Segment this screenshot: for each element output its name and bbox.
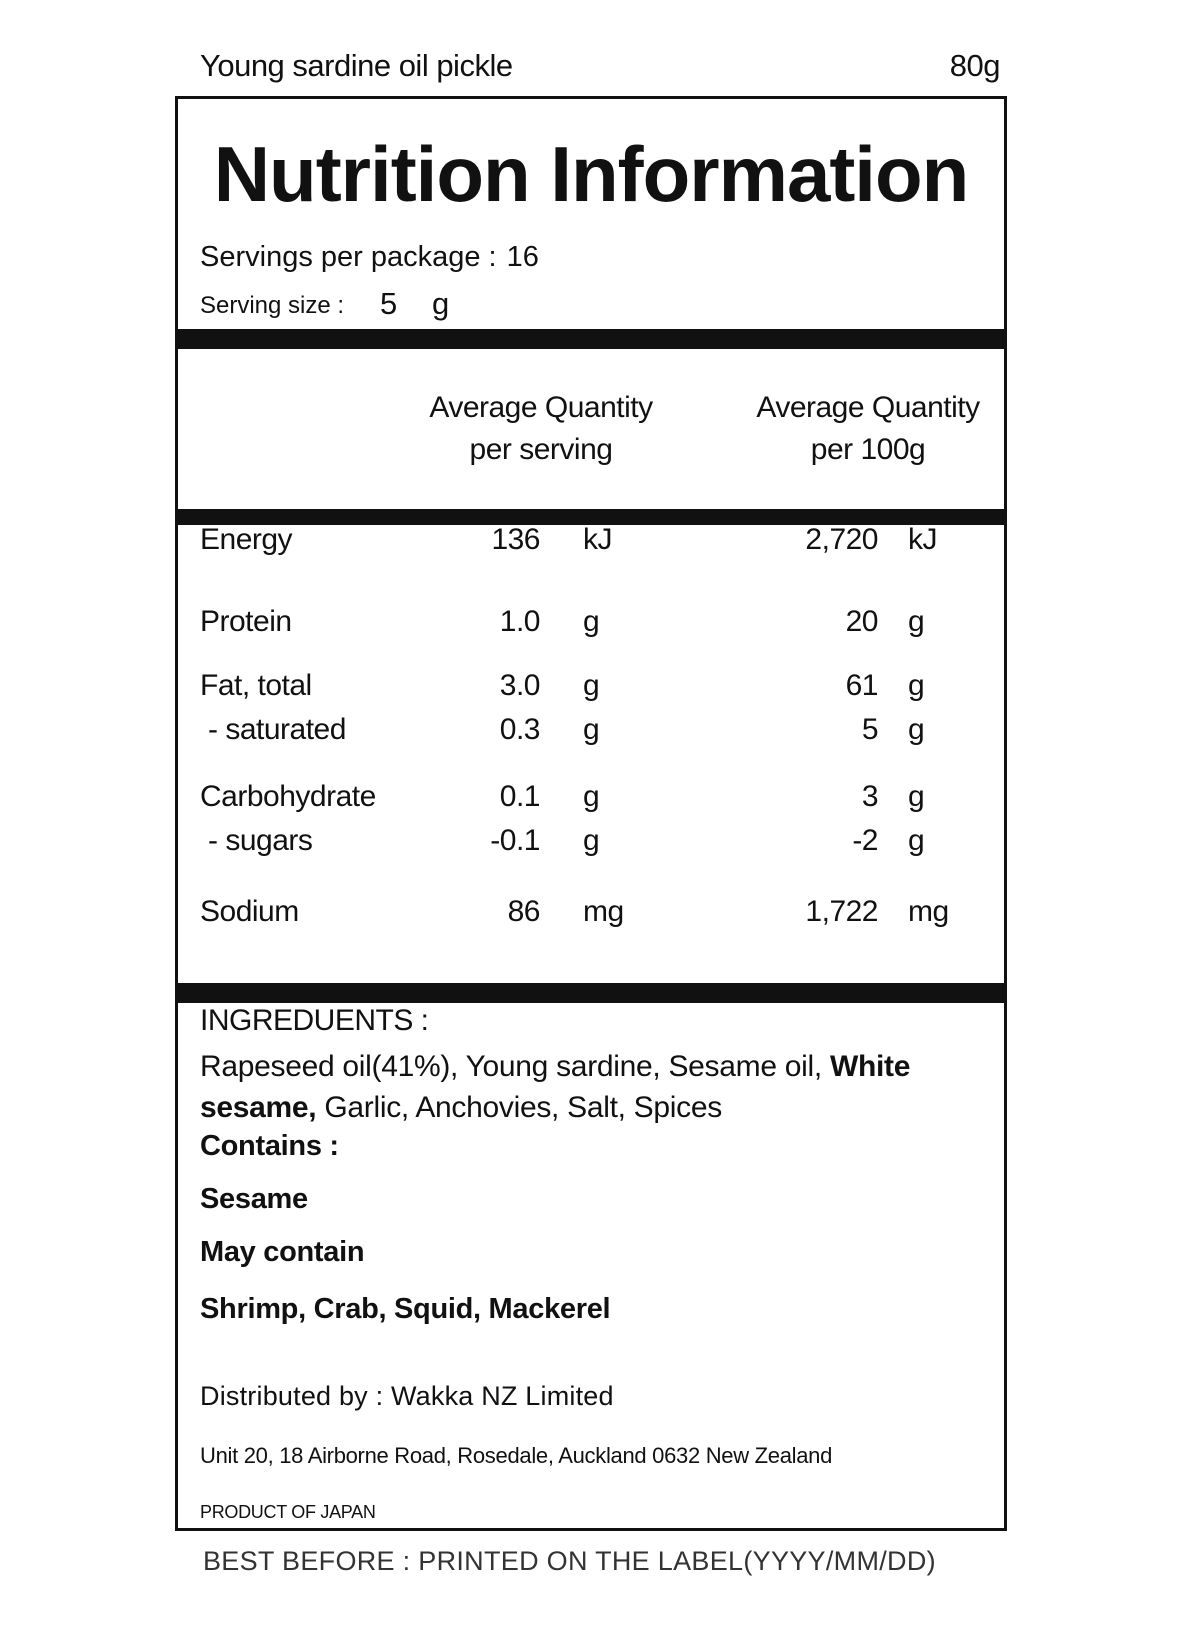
contains-value: Sesame [200, 1183, 308, 1215]
divider-bar [178, 329, 1004, 349]
contains-label: Contains : [200, 1130, 339, 1162]
panel-title: Nutrition Information [213, 130, 969, 218]
per-100g-unit: g [908, 605, 925, 638]
ingredients-text-part: Rapeseed oil(41%), Young sardine, Sesame oil, [200, 1050, 830, 1083]
per-serving-unit: g [583, 605, 600, 638]
may-contain-value: Shrimp, Crab, Squid, Mackerel [200, 1293, 611, 1325]
best-before: BEST BEFORE : PRINTED ON THE LABEL(YYYY/MM/DD) [203, 1546, 936, 1576]
serving-size-label: Serving size : [200, 292, 345, 319]
column-header-line: per serving [469, 433, 613, 466]
ingredients-text [200, 1046, 990, 1128]
per-serving-value: -0.1 [490, 824, 540, 857]
nutrient-name: Fat, total [200, 669, 312, 702]
column-header-per-100g [718, 387, 1018, 471]
column-header-line: per 100g [810, 433, 926, 466]
per-serving-unit: g [583, 669, 600, 702]
per-serving-unit: mg [583, 895, 624, 928]
nutrient-name: Protein [200, 605, 292, 638]
nutrient-name: Energy [200, 523, 293, 556]
servings-value: 16 [506, 241, 539, 273]
divider-bar [178, 983, 1004, 1003]
per-serving-value: 136 [491, 523, 540, 556]
servings-per-package [200, 241, 539, 274]
per-100g-value: 5 [861, 713, 878, 746]
distributor-address: Unit 20, 18 Airborne Road, Rosedale, Auckland 0632 New Zealand [200, 1443, 833, 1468]
nutrient-row-fat-total [178, 669, 1004, 709]
per-100g-unit: g [908, 713, 925, 746]
nutrition-panel [175, 96, 1007, 1531]
per-serving-value: 1.0 [499, 605, 540, 638]
nutrient-name: Sodium [200, 895, 299, 928]
per-100g-value: -2 [852, 824, 878, 857]
nutrient-row-sodium [178, 895, 1004, 935]
per-100g-unit: g [908, 669, 925, 702]
servings-label: Servings per package : [200, 241, 497, 273]
nutrient-name: Carbohydrate [200, 780, 376, 813]
column-header-per-serving [416, 387, 666, 471]
per-100g-value: 2,720 [805, 523, 878, 556]
column-header-line: Average Quantity [756, 391, 980, 424]
label-header [200, 48, 1000, 88]
nutrient-name: - sugars [208, 824, 313, 857]
nutrient-row-carbohydrate [178, 780, 1004, 820]
per-serving-value: 3.0 [499, 669, 540, 702]
ingredients-section [200, 1004, 990, 1326]
nutrient-row-protein [178, 605, 1004, 645]
serving-size-unit: g [432, 286, 450, 321]
ingredients-allergen-text: White sesame, [200, 1050, 911, 1124]
nutrient-row-saturated [178, 713, 1004, 753]
ingredients-label: INGREDUENTS : [200, 1004, 429, 1037]
distributor: Distributed by : Wakka NZ Limited [200, 1381, 614, 1411]
country-of-origin: PRODUCT OF JAPAN [200, 1502, 376, 1522]
per-100g-unit: kJ [908, 523, 937, 556]
per-serving-unit: g [583, 824, 600, 857]
nutrient-row-energy [178, 523, 1004, 563]
ingredients-text-part: Garlic, Anchovies, Salt, Spices [316, 1091, 722, 1124]
per-100g-unit: g [908, 824, 925, 857]
nutrient-name: - saturated [208, 713, 346, 746]
per-serving-value: 0.3 [499, 713, 540, 746]
per-100g-value: 3 [861, 780, 878, 813]
serving-size [200, 286, 450, 321]
per-serving-unit: kJ [583, 523, 612, 556]
per-serving-value: 0.1 [499, 780, 540, 813]
per-100g-value: 1,722 [805, 895, 878, 928]
nutrient-row-sugars [178, 824, 1004, 864]
product-name: Young sardine oil pickle [200, 48, 513, 83]
per-serving-unit: g [583, 713, 600, 746]
serving-size-value: 5 [380, 286, 398, 321]
per-serving-value: 86 [507, 895, 540, 928]
per-100g-unit: mg [908, 895, 949, 928]
per-100g-value: 20 [845, 605, 878, 638]
net-weight: 80g [949, 48, 1000, 83]
per-100g-value: 61 [845, 669, 878, 702]
per-100g-unit: g [908, 780, 925, 813]
per-serving-unit: g [583, 780, 600, 813]
may-contain-label: May contain [200, 1236, 365, 1268]
column-header-line: Average Quantity [429, 391, 653, 424]
